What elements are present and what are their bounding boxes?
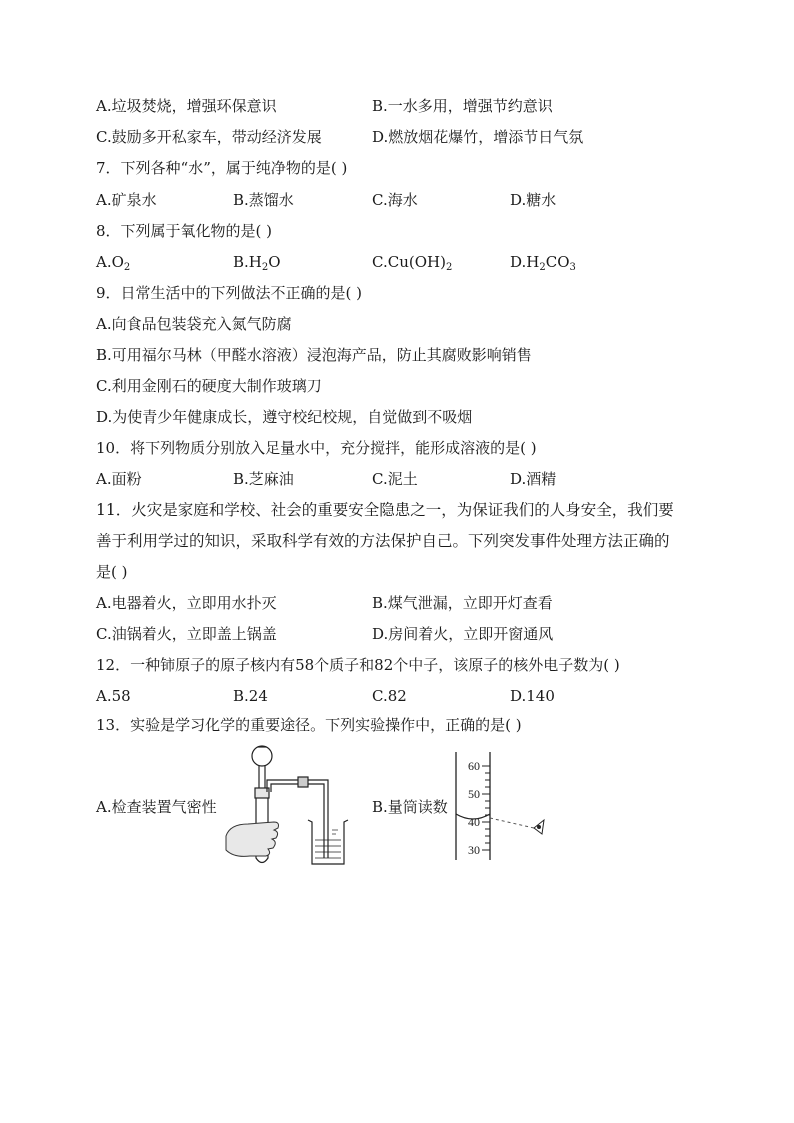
q8-option-d: $D.H_2CO_3$	[510, 253, 576, 273]
q10-option-b: B.芝麻油	[233, 470, 294, 488]
q7-option-d: D.糖水	[510, 191, 557, 209]
q9-option-b: B.可用福尔马林（甲醛水溶液）浸泡海产品，防止其腐败影响销售	[96, 346, 532, 364]
q6-option-b: B.一水多用，增强节约意识	[372, 97, 553, 115]
q11-stem-line-3: 是( )	[96, 563, 128, 581]
graduated-cylinder-figure	[440, 748, 560, 863]
q10-option-c: C.泥土	[372, 470, 418, 488]
q12-option-d: D.140	[510, 687, 555, 705]
q9-stem: 9．日常生活中的下列做法不正确的是( )	[96, 284, 363, 302]
q9-option-c: C.利用金刚石的硬度大制作玻璃刀	[96, 377, 322, 395]
q7-stem: 7．下列各种“水”，属于纯净物的是( )	[96, 159, 348, 177]
q12-stem: 12．一种铈原子的原子核内有58个质子和82个中子，该原子的核外电子数为( )	[96, 656, 620, 674]
q11-option-c: C.油锅着火，立即盖上锅盖	[96, 625, 277, 643]
q6-option-a: A.垃圾焚烧，增强环保意识	[96, 97, 277, 115]
q7-option-a: A.矿泉水	[96, 191, 157, 209]
q13-option-b: B.量筒读数	[372, 798, 448, 816]
q12-option-c: C.82	[372, 687, 407, 705]
cylinder-tick-40: 40	[468, 815, 480, 829]
q11-stem-line-2: 善于利用学过的知识，采取科学有效的方法保护自己。下列突发事件处理方法正确的	[96, 532, 670, 550]
q11-option-a: A.电器着火，立即用水扑灭	[96, 594, 277, 612]
cylinder-tick-60: 60	[468, 759, 480, 773]
q8-option-b: $B.H_2O$	[233, 253, 281, 273]
q8-option-c: $C.Cu(OH)_2$	[372, 253, 453, 273]
q13-option-a: A.检查装置气密性	[96, 798, 217, 816]
q11-stem-line-1: 11．火灾是家庭和学校、社会的重要安全隐患之一，为保证我们的人身安全，我们要	[96, 501, 674, 519]
q9-option-d: D.为使青少年健康成长，遵守校纪校规，自觉做到不吸烟	[96, 408, 473, 426]
eye-icon	[534, 820, 544, 834]
hand-icon	[226, 822, 279, 856]
q10-option-d: D.酒精	[510, 470, 557, 488]
cylinder-tick-50: 50	[468, 787, 480, 801]
q10-option-a: A.面粉	[96, 470, 142, 488]
q12-option-b: B.24	[233, 687, 268, 705]
q12-option-a: A.58	[96, 687, 131, 705]
q8-option-a: $A.O_2$	[96, 253, 131, 273]
q7-option-c: C.海水	[372, 191, 418, 209]
q10-stem: 10．将下列物质分别放入足量水中，充分搅拌，能形成溶液的是( )	[96, 439, 537, 457]
cylinder-tick-30: 30	[468, 843, 480, 857]
q8-stem: 8．下列属于氧化物的是( )	[96, 222, 273, 240]
q13-stem: 13．实验是学习化学的重要途径。下列实验操作中，正确的是( )	[96, 716, 522, 734]
q6-option-d: D.燃放烟花爆竹，增添节日气氛	[372, 128, 584, 146]
airtightness-apparatus-figure	[220, 740, 360, 870]
q7-option-b: B.蒸馏水	[233, 191, 294, 209]
q11-option-b: B.煤气泄漏，立即开灯查看	[372, 594, 553, 612]
q11-option-d: D.房间着火，立即开窗通风	[372, 625, 554, 643]
q9-option-a: A.向食品包装袋充入氮气防腐	[96, 315, 292, 333]
q6-option-c: C.鼓励多开私家车，带动经济发展	[96, 128, 322, 146]
